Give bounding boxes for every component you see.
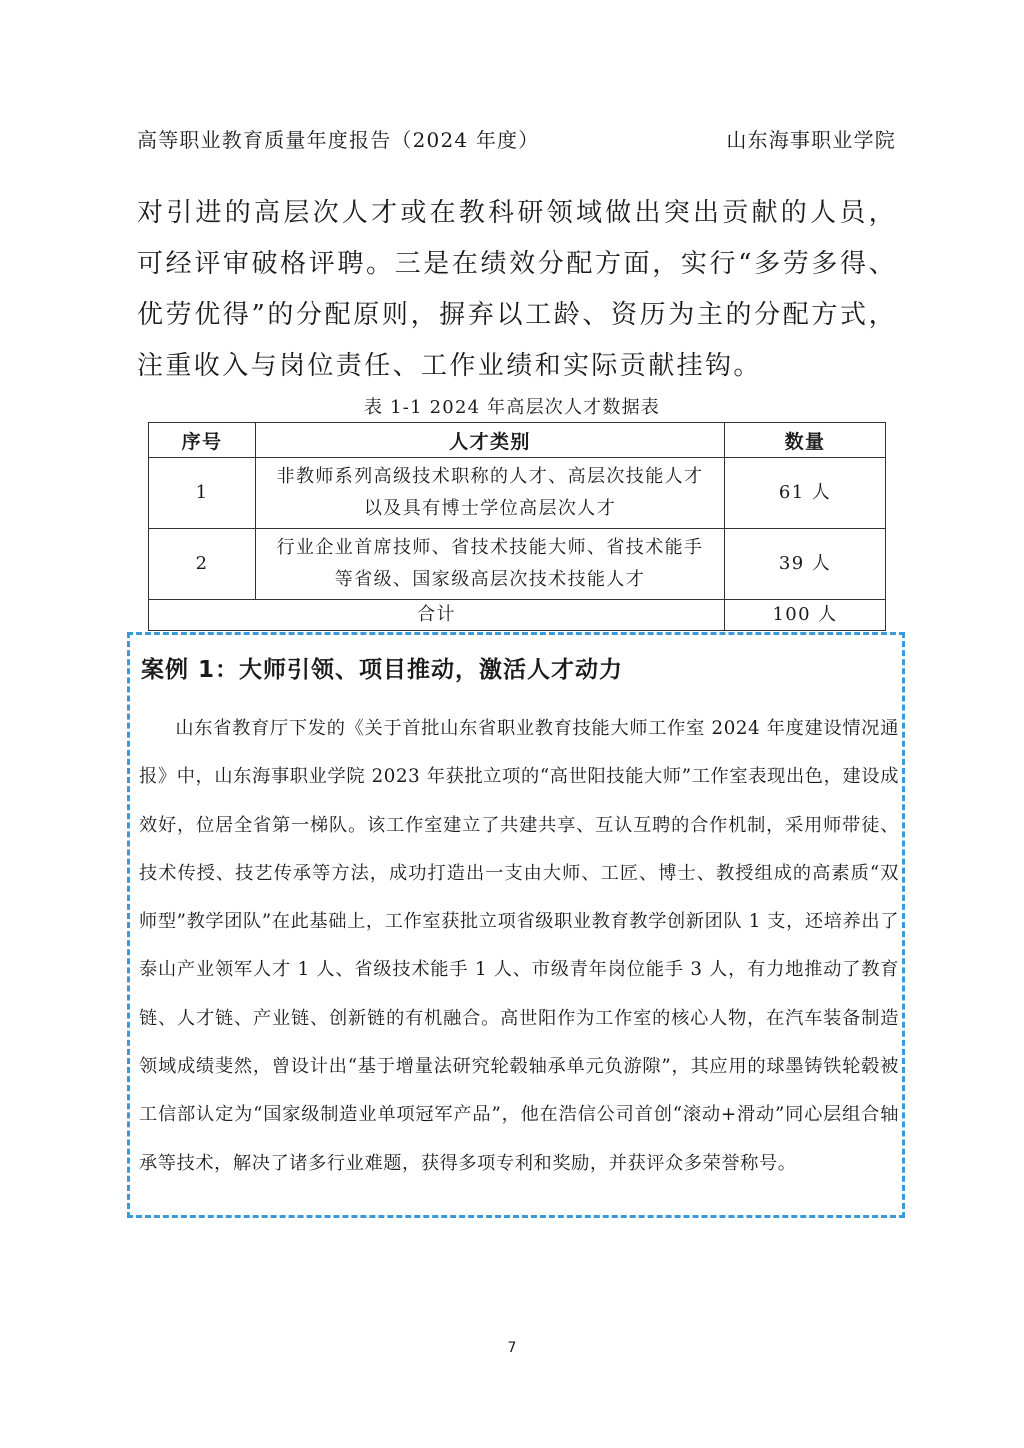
total-label: 合计 [149,600,725,631]
row-category-line: 等省级、国家级高层次技术技能人才 [334,569,646,590]
row-category [256,458,725,529]
row-number: 2 [149,529,256,600]
row-category-line: 行业企业首席技师、省技术技能大师、省技术能手 [276,537,704,558]
body-paragraph: 对引进的高层次人才或在教科研领域做出突出贡献的人员，可经评审破格评聘。三是在绩效分配方面，实行“多劳多得、优劳优得”的分配原则，摒弃以工龄、资历为主的分配方式，注重收入与岗位责任、工作业绩和实际贡献挂钩。 [137,198,897,381]
header-category: 人才类别 [256,423,725,458]
row-category-line: 非教师系列高级技术职称的人才、高层次技能人才 [276,466,704,487]
case-study-box [127,632,905,1218]
header-institution: 山东海事职业学院 [726,128,896,152]
row-number: 1 [149,458,256,529]
talent-data-table [148,422,886,631]
total-value: 100 人 [725,600,886,631]
row-count: 61 人 [725,458,886,529]
table-row [149,529,886,600]
row-count: 39 人 [725,529,886,600]
table-caption: 表 1-1 2024 年高层次人才数据表 [364,397,660,418]
table-total-row [149,600,886,631]
page-number: 7 [507,1340,517,1356]
table-row [149,458,886,529]
case-title: 案例 1：大师引领、项目推动，激活人才动力 [141,657,624,683]
case-text: 山东省教育厅下发的《关于首批山东省职业教育技能大师工作室 2024 年度建设情况通报》中，山东海事职业学院 2023 年获批立项的“高世阳技能大师”工作室表现出色，建设成效好，位居全省第一梯队。该工作室建立了共建共享、互认互聘的合作机制，采用师带徒、技术传授、技艺传承等方法，成功打造出一支由大师、工匠、博士、教授组成的高素质“双师型”教学团队”在此基础上，工作室获批立项省级职业教育教学创新团队 1 支，还培养出了泰山产业领军人才 1 人、省级技术能手 1 人、市级青年岗位能手 3 人，有力地推动了教育链、人才链、产业链、创新链的有机融合。高世阳作为工作室的核心人物，在汽车装备制造领域成绩斐然，曾设计出“基于增量法研究轮毂轴承单元负游隙”，其应用的球墨铸铁轮毂被工信部认定为“国家级制造业单项冠军产品”，他在浩信公司首创“滚动+滑动”同心层组合轴承等技术，解决了诸多行业难题，获得多项专利和奖励，并获评众多荣誉称号。 [139,718,899,1174]
header-number: 序号 [149,423,256,458]
header-report-title: 高等职业教育质量年度报告（2024 年度） [137,128,540,152]
header-count: 数量 [725,423,886,458]
row-category [256,529,725,600]
table-header-row [149,423,886,458]
row-category-line: 以及具有博士学位高层次人才 [363,498,617,519]
